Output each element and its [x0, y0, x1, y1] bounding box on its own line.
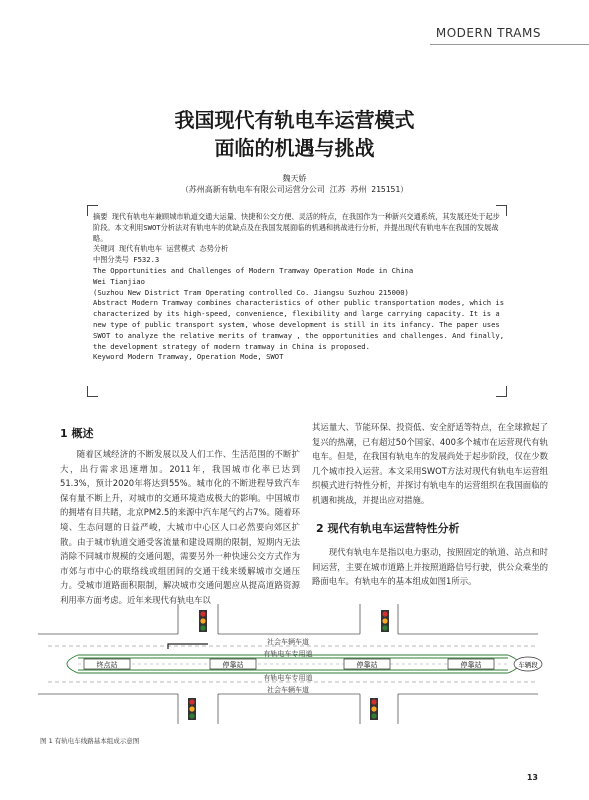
- right-para-2: 现代有轨电车是指以电力驱动，按照固定的轨道、站点和时间运营，主要在城市道路上并按照道路信号行驶，供公众乘坐的路面电车。有轨电车的基本组成如图1所示。: [312, 547, 548, 587]
- author: 魏天娇: [282, 174, 307, 183]
- keywords-en: Keyword Modern Tramway, Operation Mode, SWOT: [93, 352, 284, 362]
- affiliation-en: (Suzhou New District Tram Operating controlled Co. Jiangsu Suzhou 215000): [93, 287, 409, 297]
- abstract-text: [93, 212, 505, 363]
- terminal-station: [84, 659, 130, 669]
- corner-mark: [87, 386, 98, 397]
- diagram-svg: [38, 604, 548, 724]
- author-en: Wei Tianjiao: [93, 276, 145, 286]
- article-title-line1: 我国现代有轨电车运营模式: [174, 108, 415, 132]
- traffic-light-icon: [199, 610, 207, 632]
- lane-label-tram-2: 有轨电车专用道: [263, 674, 313, 682]
- section-2-heading: 2 现代有轨电车运营特性分析: [316, 522, 460, 535]
- right-column-2: [312, 545, 548, 589]
- lane-label-tram-1: 有轨电车专用道: [263, 650, 313, 658]
- right-para-1: 其运量大、节能环保、投资低、安全舒适等特点，在全球掀起了复兴的热潮，已有超过50个国家、400多个城市在运营现代有轨电车。但是，在我国有轨电车的发展尚处于起步阶段，仅在少数几个城市投入运营。本文采用SWOT方法对现代有轨电车运营组织模式进行特性分析，并探讨有轨电车的运营组织在我国面临的机遇和挑战，并提出应对措施。: [312, 422, 549, 505]
- clc-number: 中图分类号 F532.3: [93, 255, 160, 265]
- section-1-body: 随着区域经济的不断发展以及人们工作、生活范围的不断扩大，出行需求迅速增加。2011年，我国城市化率已达到51.3%，预计2020年将达到55%。城市化的不断进程导致汽车保有量不断上升，对城市的交通环境造成极大的影响。中国城市的拥堵有目共睹，北京PM2.5的来源中汽车尾气约占7%。随着环境、生态问题的日益严峻，大城市中心区人口必然要向郊区扩散。由于城市轨道交通受客流量和建设周期的限制，短期内无法消除不同城市规模的交通问题，需要另外一种快速公交方式作为市郊与市中心的联络线或组团间的交通干线来缓解城市交通压力。受城市道路面积限制，解决城市交通问题应从提高道路资源利用率方面考虑。近年来现代有轨电车以: [60, 449, 300, 605]
- section-label: MODERN TRAMS: [435, 26, 541, 40]
- tram-track-lower: [78, 670, 508, 673]
- abstract-zh: 摘要 现代有轨电车兼顾城市轨道交通大运量、快捷和公交方便、灵活的特点，在我国作为一种新兴交通系统，其发展还处于起步阶段。本文利用SWOT分析法对有轨电车的优缺点及在我国发展面临的机遇和挑战进行分析，并提出现代有轨电车在我国的发展战略。: [93, 212, 500, 243]
- svg-text:终点站: 终点站: [96, 661, 118, 669]
- svg-text:停靠站: 停靠站: [460, 661, 482, 669]
- lane-label-bottom: 社会车辆车道: [267, 686, 309, 694]
- stop-station-1: [210, 659, 256, 669]
- corner-mark: [496, 386, 507, 397]
- title-en: The Opportunities and Challenges of Modern Tramway Operation Mode in China: [93, 265, 414, 275]
- stop-station-2: [344, 659, 390, 669]
- svg-text:停靠站: 停靠站: [222, 661, 244, 669]
- tram-line-diagram: [38, 604, 548, 724]
- abstract-en: Abstract Modern Tramway combines characteristics of other public transportation modes, which is characterized by its high-speed, convenience, flexibility and large carrying capacity. It is a new type of public transport system, whose development is still in its infancy. The paper uses SWOT to analyze the relative merits of tramway , the opportunities and challenges. And finally, the development strategy of modern tramway in China is proposed.: [93, 298, 505, 351]
- section-1-heading: 1 概述: [60, 427, 94, 440]
- header-rule: [430, 44, 589, 45]
- right-column: [312, 420, 548, 508]
- traffic-light-icon: [381, 610, 389, 632]
- traffic-light-icon: [188, 698, 196, 720]
- affiliation: （苏州高新有轨电车有限公司运营分公司 江苏 苏州 215151）: [180, 185, 409, 194]
- svg-text:停靠站: 停靠站: [356, 661, 378, 669]
- lane-label-top: 社会车辆车道: [267, 638, 309, 646]
- depot: [514, 657, 542, 671]
- page-number: 13: [526, 773, 538, 782]
- traffic-light-icon: [370, 698, 378, 720]
- stop-station-3: [448, 659, 494, 669]
- page-header: [0, 0, 589, 45]
- figure-caption: 图 1 有轨电车线路基本组成示意图: [40, 737, 140, 745]
- keywords-zh: 关键词 现代有轨电车 运营模式 态势分析: [93, 244, 229, 254]
- svg-text:车辆段: 车辆段: [518, 661, 538, 669]
- abstract-box: [87, 205, 507, 397]
- left-column: [60, 447, 300, 608]
- article-title-line2: 面临的机遇与挑战: [214, 136, 375, 160]
